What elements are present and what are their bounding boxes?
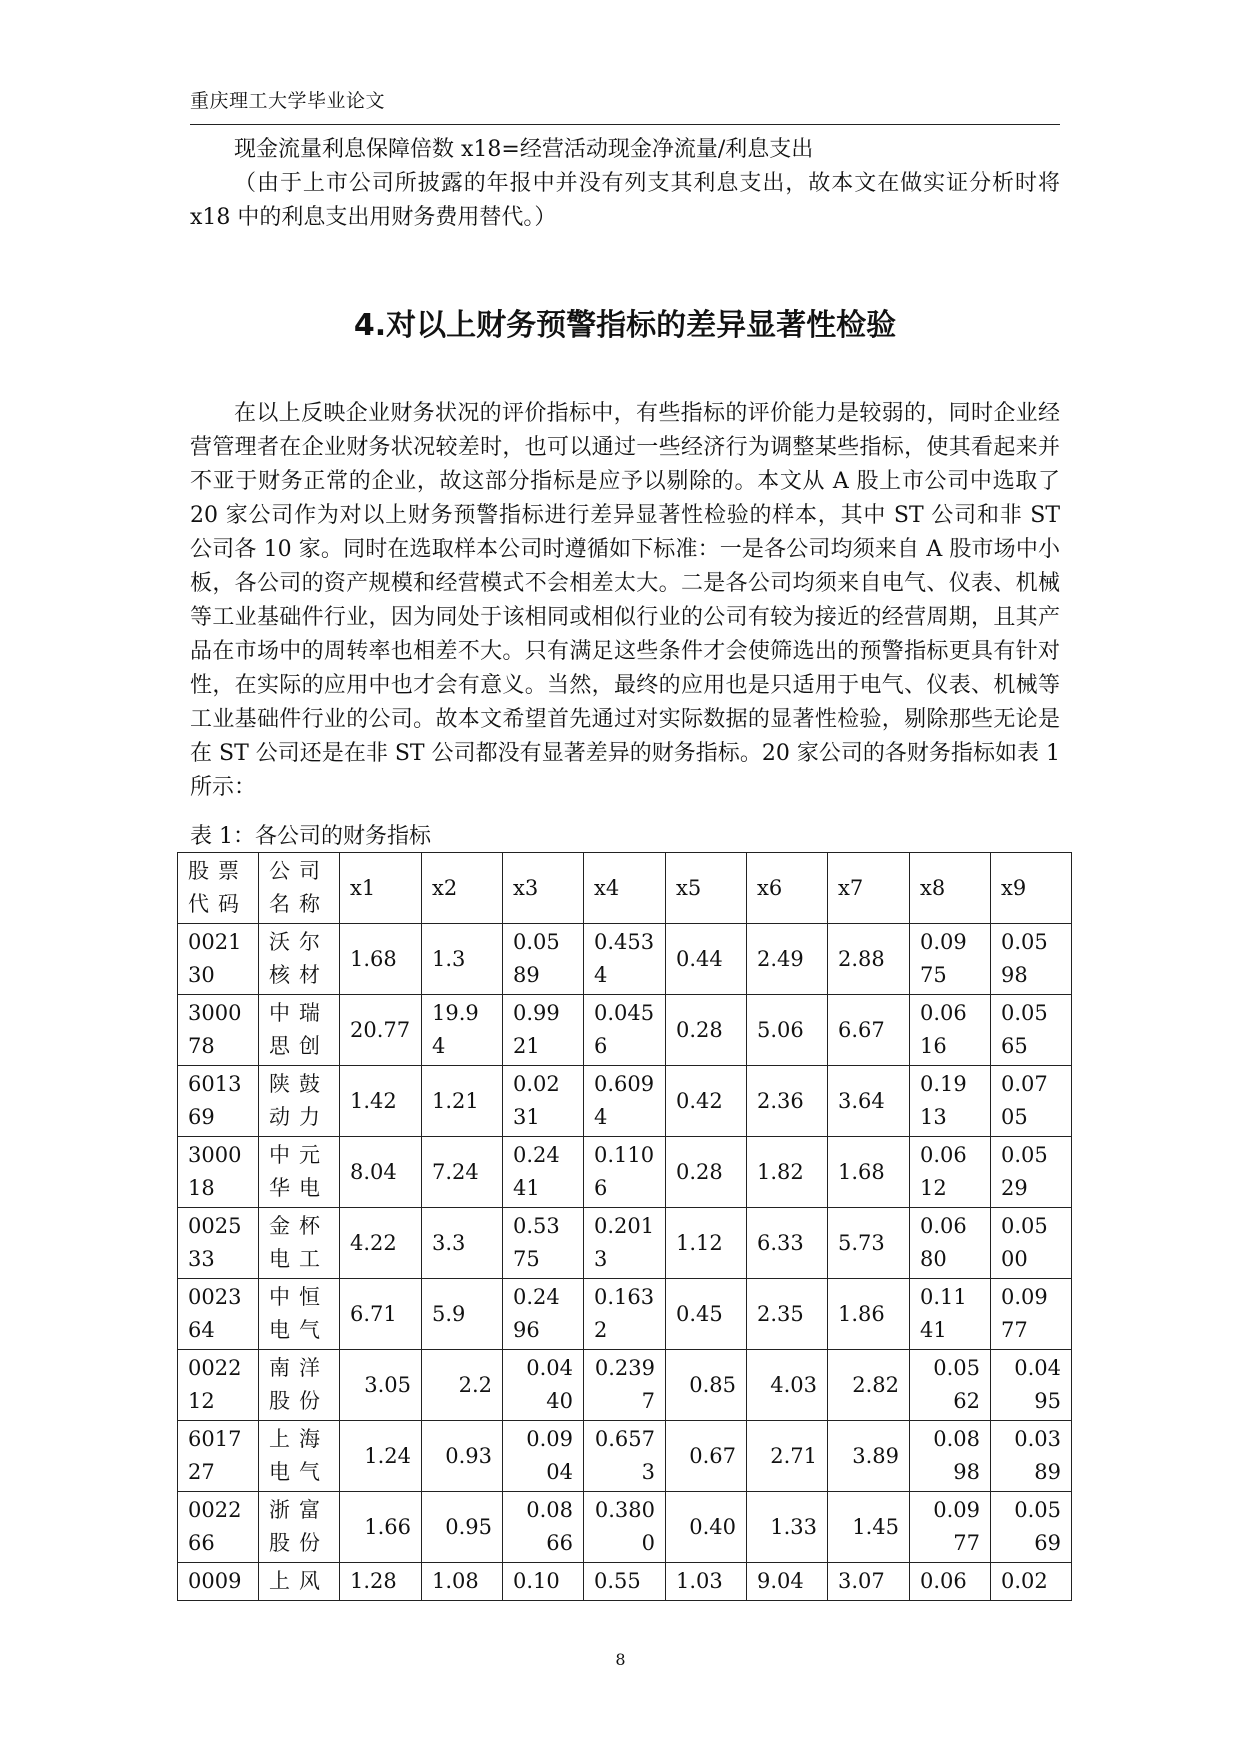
indicator-value-cell: 0.0904 [503,1421,584,1492]
indicator-value-cell: 0.0456 [584,995,666,1066]
company-name-cell: 金杯电工 [259,1208,340,1279]
indicator-value-cell: 3.07 [828,1563,910,1601]
indicator-value-cell: 0.02 [991,1563,1072,1601]
indicator-value-cell: 0.0705 [991,1066,1072,1137]
table-row [178,1421,1072,1492]
indicator-value-cell: 0.10 [503,1563,584,1601]
indicator-value-cell: 0.2397 [584,1350,666,1421]
indicator-value-cell: 2.49 [747,924,828,995]
indicator-value-cell: 0.0389 [991,1421,1072,1492]
indicator-value-cell: 0.95 [422,1492,503,1563]
indicator-value-cell: 0.2013 [584,1208,666,1279]
indicator-value-cell: 0.0977 [910,1492,991,1563]
company-name-cell: 中恒电气 [259,1279,340,1350]
indicator-value-cell: 2.35 [747,1279,828,1350]
table-header-cell: x9 [991,853,1072,924]
indicator-value-cell: 8.04 [340,1137,422,1208]
indicator-value-cell: 1.86 [828,1279,910,1350]
indicator-value-cell: 1.12 [666,1208,747,1279]
indicator-value-cell: 0.55 [584,1563,666,1601]
indicator-value-cell: 0.0500 [991,1208,1072,1279]
indicator-value-cell: 0.1141 [910,1279,991,1350]
page-number: 8 [615,1650,626,1669]
indicator-value-cell: 9.04 [747,1563,828,1601]
formula-note: （由于上市公司所披露的年报中并没有列支其利息支出，故本文在做实证分析时将 x18 中的利息支出用财务费用替代。） [190,171,1060,230]
table-row [178,995,1072,1066]
indicator-value-cell: 1.03 [666,1563,747,1601]
indicator-value-cell: 0.6573 [584,1421,666,1492]
indicator-value-cell: 0.0612 [910,1137,991,1208]
indicator-value-cell: 0.40 [666,1492,747,1563]
indicator-value-cell: 0.67 [666,1421,747,1492]
indicator-value-cell: 0.3800 [584,1492,666,1563]
indicator-value-cell: 2.88 [828,924,910,995]
indicator-value-cell: 3.3 [422,1208,503,1279]
indicator-value-cell: 0.0529 [991,1137,1072,1208]
indicator-value-cell: 0.1632 [584,1279,666,1350]
running-header: 重庆理工大学毕业论文 [190,90,386,112]
indicator-value-cell: 0.0866 [503,1492,584,1563]
stock-code-cell: 002364 [178,1279,259,1350]
indicator-value-cell: 0.5375 [503,1208,584,1279]
indicator-value-cell: 0.0562 [910,1350,991,1421]
indicator-value-cell: 2.71 [747,1421,828,1492]
table-row [178,1208,1072,1279]
indicator-value-cell: 0.9921 [503,995,584,1066]
indicator-value-cell: 1.21 [422,1066,503,1137]
company-name-cell: 浙富股份 [259,1492,340,1563]
table-row [178,1563,1072,1601]
indicator-value-cell: 7.24 [422,1137,503,1208]
indicator-value-cell: 2.2 [422,1350,503,1421]
indicator-value-cell: 0.6094 [584,1066,666,1137]
indicator-value-cell: 1.24 [340,1421,422,1492]
stock-code-cell: 002212 [178,1350,259,1421]
indicator-value-cell: 1.68 [340,924,422,995]
indicator-value-cell: 0.06 [910,1563,991,1601]
indicator-value-cell: 1.45 [828,1492,910,1563]
stock-code-cell: 601369 [178,1066,259,1137]
table-row [178,1066,1072,1137]
indicator-value-cell: 0.0977 [991,1279,1072,1350]
formula-line: 现金流量利息保障倍数 x18=经营活动现金净流量/利息支出 [234,137,814,162]
indicator-value-cell: 0.0975 [910,924,991,995]
indicator-value-cell: 0.0898 [910,1421,991,1492]
indicator-value-cell: 0.42 [666,1066,747,1137]
indicator-value-cell: 1.68 [828,1137,910,1208]
table-header-cell: x8 [910,853,991,924]
indicator-value-cell: 6.71 [340,1279,422,1350]
company-name-cell: 上海电气 [259,1421,340,1492]
table-header-row [178,853,1072,924]
table-header-cell: x1 [340,853,422,924]
indicator-value-cell: 2.82 [828,1350,910,1421]
indicator-value-cell: 0.2441 [503,1137,584,1208]
indicator-value-cell: 19.94 [422,995,503,1066]
table-header-cell: x4 [584,853,666,924]
indicator-value-cell: 2.36 [747,1066,828,1137]
body-paragraph: 在以上反映企业财务状况的评价指标中，有些指标的评价能力是较弱的，同时企业经营管理者在企业财务状况较差时，也可以通过一些经济行为调整某些指标，使其看起来并不亚于财务正常的企业，故这部分指标是应予以剔除的。本文从 A 股上市公司中选取了 20 家公司作为对以上财务预警指标进行差异显著性检验的样本，其中 ST 公司和非 ST 公司各 10 家。同时在选取样本公司时遵循如下标准：一是各公司均须来自 A 股市场中小板，各公司的资产规模和经营模式不会相差太大。二是各公司均须来自电气、仪表、机械等工业基础件行业，因为同处于该相同或相似行业的公司有较为接近的经营周期，且其产品在市场中的周转率也相差不大。只有满足这些条件才会使筛选出的预警指标更具有针对性，在实际的应用中也才会有意义。当然，最终的应用也是只适用于电气、仪表、机械等工业基础件行业的公司。故本文希望首先通过对实际数据的显著性检验，剔除那些无论是在 ST 公司还是在非 ST 公司都没有显著差异的财务指标。20 家公司的各财务指标如表 1 所示： [190,401,1060,800]
indicator-value-cell: 6.33 [747,1208,828,1279]
indicator-value-cell: 1.3 [422,924,503,995]
stock-code-cell: 601727 [178,1421,259,1492]
indicator-value-cell: 6.67 [828,995,910,1066]
financial-indicators-table [177,852,1072,1601]
indicator-value-cell: 0.1913 [910,1066,991,1137]
indicator-value-cell: 0.93 [422,1421,503,1492]
company-name-cell: 中瑞思创 [259,995,340,1066]
indicator-value-cell: 5.9 [422,1279,503,1350]
indicator-value-cell: 3.05 [340,1350,422,1421]
company-name-cell: 中元华电 [259,1137,340,1208]
table-caption: 表 1：各公司的财务指标 [190,824,431,849]
indicator-value-cell: 0.45 [666,1279,747,1350]
indicator-value-cell: 1.82 [747,1137,828,1208]
indicator-value-cell: 0.0569 [991,1492,1072,1563]
table-header-cell: x7 [828,853,910,924]
indicator-value-cell: 0.2496 [503,1279,584,1350]
indicator-value-cell: 0.85 [666,1350,747,1421]
indicator-value-cell: 1.08 [422,1563,503,1601]
table-header-cell: 股票代码 [178,853,259,924]
table-row [178,1279,1072,1350]
table-row [178,1492,1072,1563]
header-rule [190,124,1060,125]
indicator-value-cell: 5.06 [747,995,828,1066]
indicator-value-cell: 0.0231 [503,1066,584,1137]
indicator-value-cell: 0.0565 [991,995,1072,1066]
indicator-value-cell: 0.28 [666,1137,747,1208]
indicator-value-cell: 20.77 [340,995,422,1066]
indicator-value-cell: 0.28 [666,995,747,1066]
indicator-value-cell: 1.33 [747,1492,828,1563]
indicator-value-cell: 1.66 [340,1492,422,1563]
indicator-value-cell: 4.03 [747,1350,828,1421]
table-header-cell: 公司名称 [259,853,340,924]
indicator-value-cell: 3.64 [828,1066,910,1137]
company-name-cell: 陕鼓动力 [259,1066,340,1137]
section-heading: 4.对以上财务预警指标的差异显著性检验 [353,308,897,343]
company-name-cell: 沃尔核材 [259,924,340,995]
stock-code-cell: 300018 [178,1137,259,1208]
stock-code-cell: 002266 [178,1492,259,1563]
stock-code-cell: 002130 [178,924,259,995]
stock-code-cell: 0009 [178,1563,259,1601]
indicator-value-cell: 3.89 [828,1421,910,1492]
stock-code-cell: 300078 [178,995,259,1066]
indicator-value-cell: 4.22 [340,1208,422,1279]
indicator-value-cell: 0.0589 [503,924,584,995]
indicator-value-cell: 0.0495 [991,1350,1072,1421]
stock-code-cell: 002533 [178,1208,259,1279]
table-header-cell: x2 [422,853,503,924]
indicator-value-cell: 0.4534 [584,924,666,995]
table-header-cell: x6 [747,853,828,924]
indicator-value-cell: 0.44 [666,924,747,995]
table-row [178,1350,1072,1421]
company-name-cell: 上风 [259,1563,340,1601]
indicator-value-cell: 0.0598 [991,924,1072,995]
table-row [178,924,1072,995]
indicator-value-cell: 1.42 [340,1066,422,1137]
indicator-value-cell: 0.1106 [584,1137,666,1208]
indicator-value-cell: 0.0616 [910,995,991,1066]
indicator-value-cell: 1.28 [340,1563,422,1601]
indicator-value-cell: 0.0440 [503,1350,584,1421]
table-header-cell: x3 [503,853,584,924]
table-header-cell: x5 [666,853,747,924]
company-name-cell: 南洋股份 [259,1350,340,1421]
indicator-value-cell: 0.0680 [910,1208,991,1279]
indicator-value-cell: 5.73 [828,1208,910,1279]
table-row [178,1137,1072,1208]
